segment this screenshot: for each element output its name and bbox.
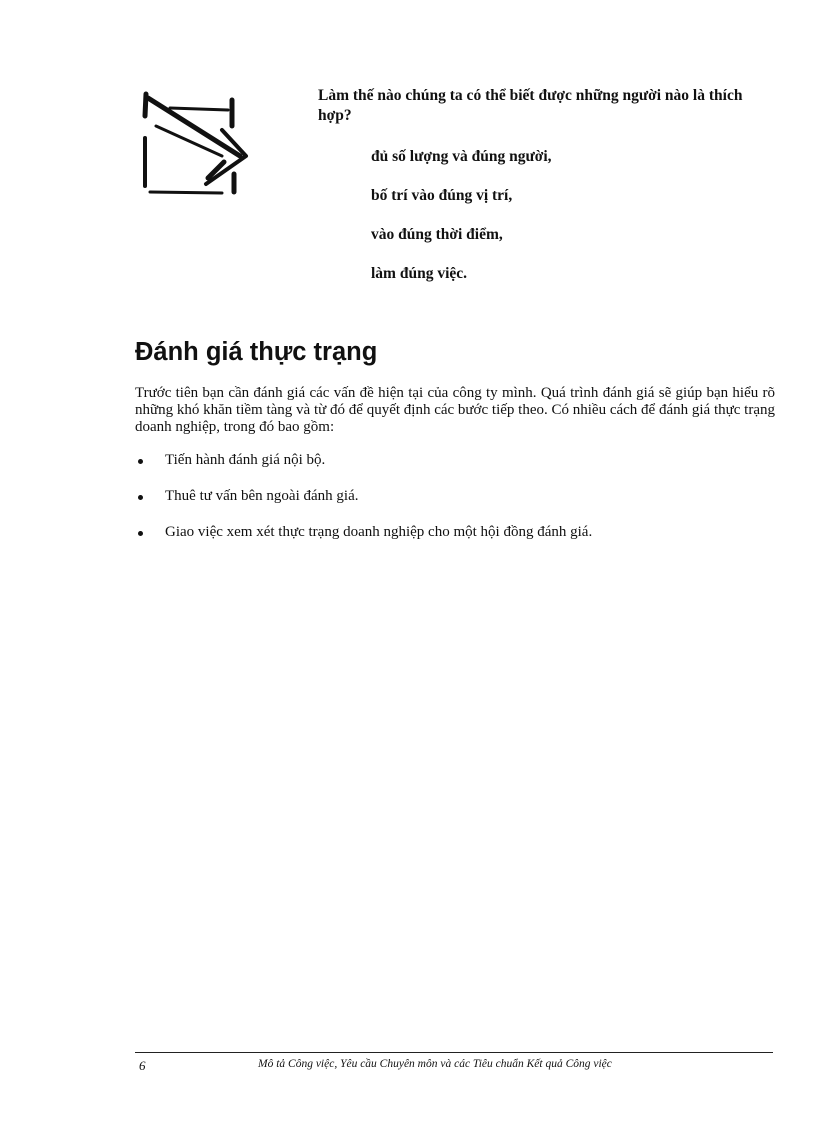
section-intro-paragraph: Trước tiên bạn cần đánh giá các vấn đề hiện tại của công ty mình. Quá trình đánh giá sẽ giúp bạn hiểu rõ những khó khăn tiềm tàng và từ đó để quyết định các bước tiếp theo. Có nhiều cách để đánh giá thực trạng doanh nghiệp, trong đó bao gồm:: [135, 385, 775, 435]
bullet-icon: [138, 531, 143, 536]
footer-divider: [135, 1052, 773, 1053]
list-item-text: Giao việc xem xét thực trạng doanh nghiệp cho một hội đồng đánh giá.: [165, 524, 593, 540]
section-title: Đánh giá thực trạng: [135, 338, 378, 366]
callout-answer: làm đúng việc.: [371, 265, 468, 282]
callout-answer: bố trí vào đúng vị trí,: [371, 187, 513, 204]
bullet-icon: [138, 459, 143, 464]
list-item: [135, 488, 775, 506]
running-footer-title: Mô tả Công việc, Yêu cầu Chuyên môn và các Tiêu chuẩn Kết quả Công việc: [258, 1058, 612, 1070]
callout-question: Làm thế nào chúng ta có thể biết được những người nào là thích hợp?: [318, 87, 743, 124]
bullet-icon: [138, 495, 143, 500]
callout-answer: đủ số lượng và đúng người,: [371, 148, 552, 165]
bullet-list: [135, 452, 775, 560]
page-number: 6: [139, 1058, 146, 1073]
list-item: [135, 524, 775, 542]
callout-answer: vào đúng thời điểm,: [371, 226, 503, 243]
list-item: [135, 452, 775, 470]
hand-drawn-arrow-icon: [136, 86, 254, 198]
callout-answer-list: [371, 148, 771, 304]
list-item-text: Thuê tư vấn bên ngoài đánh giá.: [165, 488, 359, 504]
list-item-text: Tiến hành đánh giá nội bộ.: [165, 452, 326, 468]
